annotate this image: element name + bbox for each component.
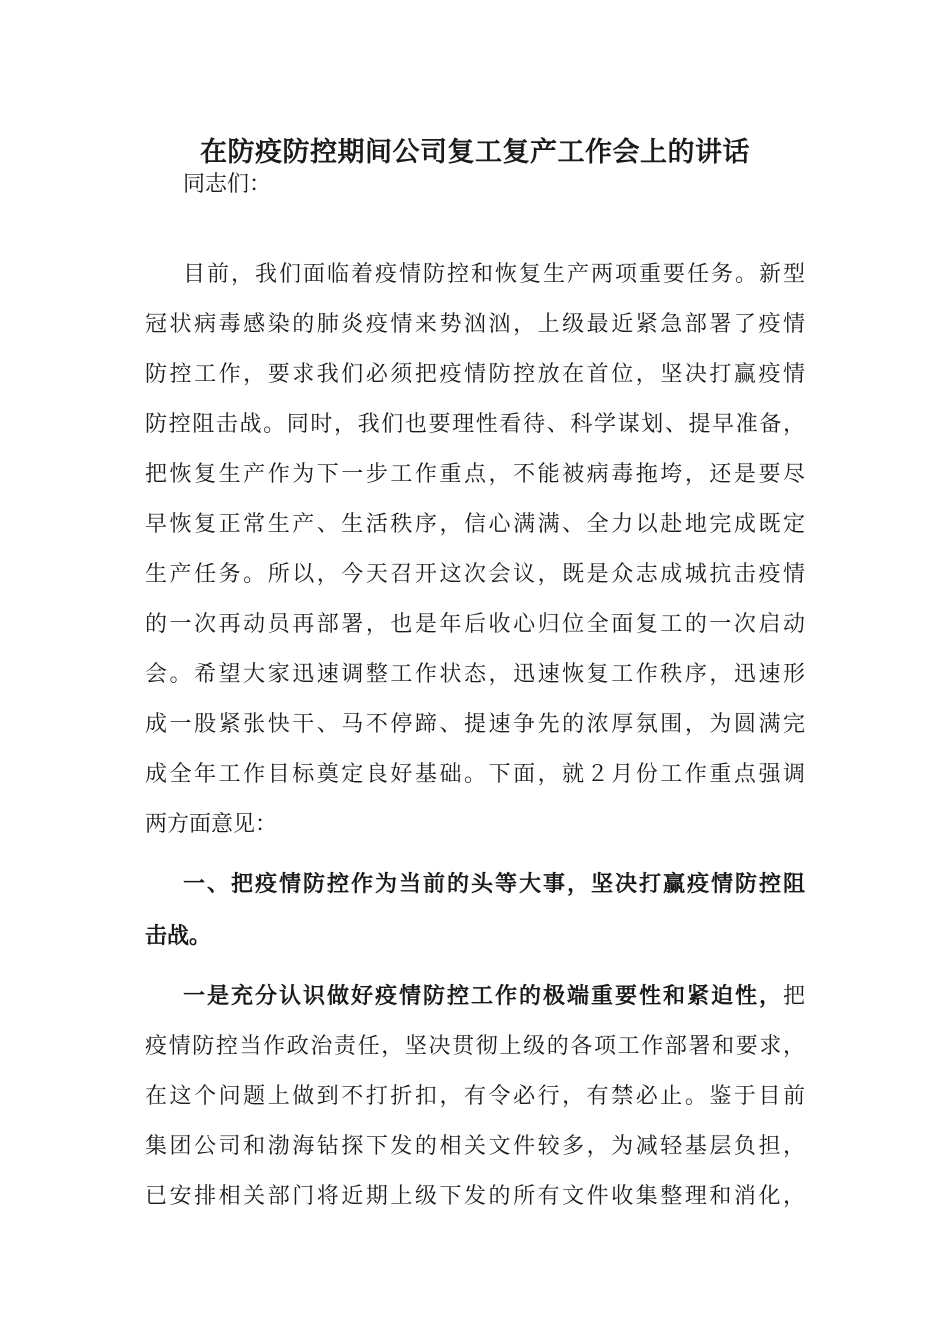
- point-lead-bold: 一是充分认识做好疫情防控工作的极端重要性和紧迫性，: [183, 984, 783, 1009]
- salutation: 同志们：: [183, 172, 272, 197]
- paragraph-line: 两方面意见：: [145, 812, 278, 837]
- paragraph-line: 早恢复正常生产、生活秩序，信心满满、全力以赴地完成既定: [145, 512, 805, 537]
- paragraph-line: 冠状病毒感染的肺炎疫情来势汹汹，上级最近紧急部署了疫情: [145, 312, 805, 337]
- paragraph-line: 在这个问题上做到不打折扣，有令必行，有禁必止。鉴于目前: [145, 1084, 805, 1109]
- paragraph-line: 目前，我们面临着疫情防控和恢复生产两项重要任务。新型: [183, 262, 805, 287]
- paragraph-line: 成一股紧张快干、马不停蹄、提速争先的浓厚氛围，为圆满完: [145, 712, 805, 737]
- paragraph-line: 疫情防控当作政治责任，坚决贯彻上级的各项工作部署和要求，: [145, 1034, 805, 1059]
- paragraph-line: 把恢复生产作为下一步工作重点，不能被病毒拖垮，还是要尽: [145, 462, 805, 487]
- paragraph-line: 集团公司和渤海钻探下发的相关文件较多，为减轻基层负担，: [145, 1134, 805, 1159]
- paragraph-line: 会。希望大家迅速调整工作状态，迅速恢复工作秩序，迅速形: [145, 662, 805, 687]
- paragraph-line: 成全年工作目标奠定良好基础。下面，就２月份工作重点强调: [145, 762, 805, 787]
- paragraph-line: 生产任务。所以，今天召开这次会议，既是众志成城抗击疫情: [145, 562, 805, 587]
- document-title: 在防疫防控期间公司复工复产工作会上的讲话: [200, 137, 750, 168]
- paragraph-line: 的一次再动员再部署，也是年后收心归位全面复工的一次启动: [145, 612, 805, 637]
- paragraph-line: 防控工作，要求我们必须把疫情防控放在首位，坚决打赢疫情: [145, 362, 805, 387]
- point-lead-line: [145, 972, 805, 1022]
- paragraph-line: 已安排相关部门将近期上级下发的所有文件收集整理和消化，: [145, 1184, 805, 1209]
- point-lead-tail: 把: [782, 984, 805, 1009]
- paragraph-line: 防控阻击战。同时，我们也要理性看待、科学谋划、提早准备，: [145, 412, 805, 437]
- section-heading-line: 击战。: [145, 924, 212, 949]
- section-heading-line: 一、把疫情防控作为当前的头等大事，坚决打赢疫情防控阻: [183, 872, 805, 897]
